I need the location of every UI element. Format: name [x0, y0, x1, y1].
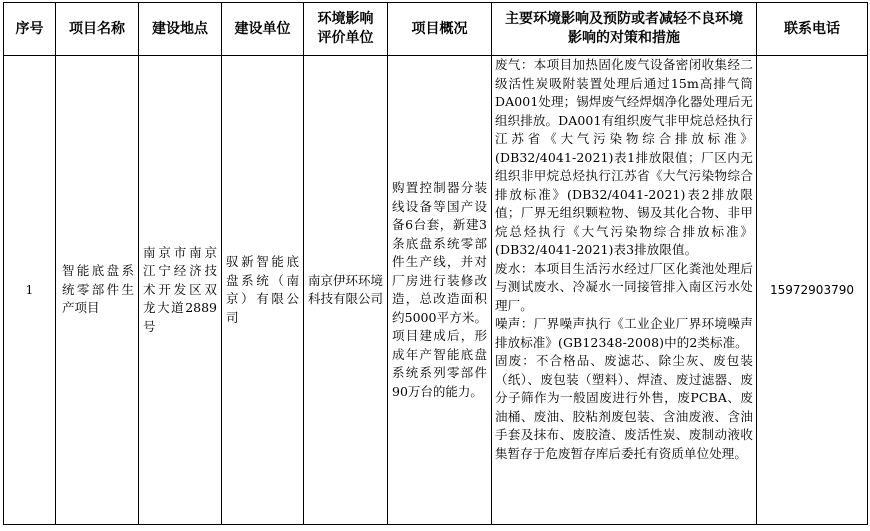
cell-builder: 驭新智能底盘系统（南京）有限公司 — [222, 56, 304, 525]
header-row — [4, 3, 868, 56]
measure-gas: 废气：本项目加热固化废气设备密闭收集经二级活性炭吸附装置处理后通过15m高排气筒DA001处理；锡焊废气经焊烟净化器处理后无组织排放。DA001有组织废气非甲烷总烃执行江苏省《大气污染物综合排放标准》(DB32/4041-2021)表1排放限值；厂区内无组织非甲烷总烃执行江苏省《大气污染物综合排放标准》(DB32/4041-2021)表2排放限值；厂界无组织颗粒物、锡及其化合物、非甲烷总烃执行《大气污染物综合排放标准》(DB32/4041-2021)表3排放限值。 — [495, 57, 753, 257]
header-phone: 联系电话 — [757, 3, 868, 56]
cell-phone: 15972903790 — [757, 56, 868, 525]
project-table — [3, 2, 868, 525]
header-seq: 序号 — [4, 3, 56, 56]
header-project-name: 项目名称 — [56, 3, 139, 56]
header-eia-unit: 环境影响评价单位 — [304, 3, 388, 56]
header-overview: 项目概况 — [388, 3, 492, 56]
cell-eia-unit: 南京伊环环境科技有限公司 — [304, 56, 388, 525]
header-measures: 主要环境影响及预防或者减轻不良环境影响的对策和措施 — [492, 3, 757, 56]
measure-noise: 噪声：厂界噪声执行《工业企业厂界环境噪声排放标准》(GB12348-2008)中的2类标准。 — [495, 316, 753, 350]
measure-water: 废水：本项目生活污水经过厂区化粪池处理后与测试废水、冷凝水一同接管排入南区污水处理厂。 — [495, 260, 753, 313]
cell-seq: 1 — [4, 56, 56, 525]
measure-solid: 固废：不合格品、废滤芯、除尘灰、废包装（纸）、废包装（塑料）、焊渣、废过滤器、废分子筛作为一般固废进行外售，废PCBA、废油桶、废油、胶粘剂废包装、含油废液、含油手套及抹布、废胶渣、废活性炭、废制动液收集暂存于危废暂存库后委托有资质单位处理。 — [495, 353, 753, 461]
header-builder: 建设单位 — [222, 3, 304, 56]
cell-measures — [492, 56, 757, 525]
table-row — [4, 56, 868, 525]
cell-overview: 购置控制器分装线设备等国产设备6台套，新建3条底盘系统零部件生产线，并对厂房进行装修改造，总改造面积约5000平方米。项目建成后，形成年产智能底盘系统系列零部件90万台的能力。 — [388, 56, 492, 525]
cell-location: 南京市南京江宁经济技术开发区双龙大道2889号 — [139, 56, 222, 525]
header-location: 建设地点 — [139, 3, 222, 56]
cell-project-name: 智能底盘系统零部件生产项目 — [56, 56, 139, 525]
